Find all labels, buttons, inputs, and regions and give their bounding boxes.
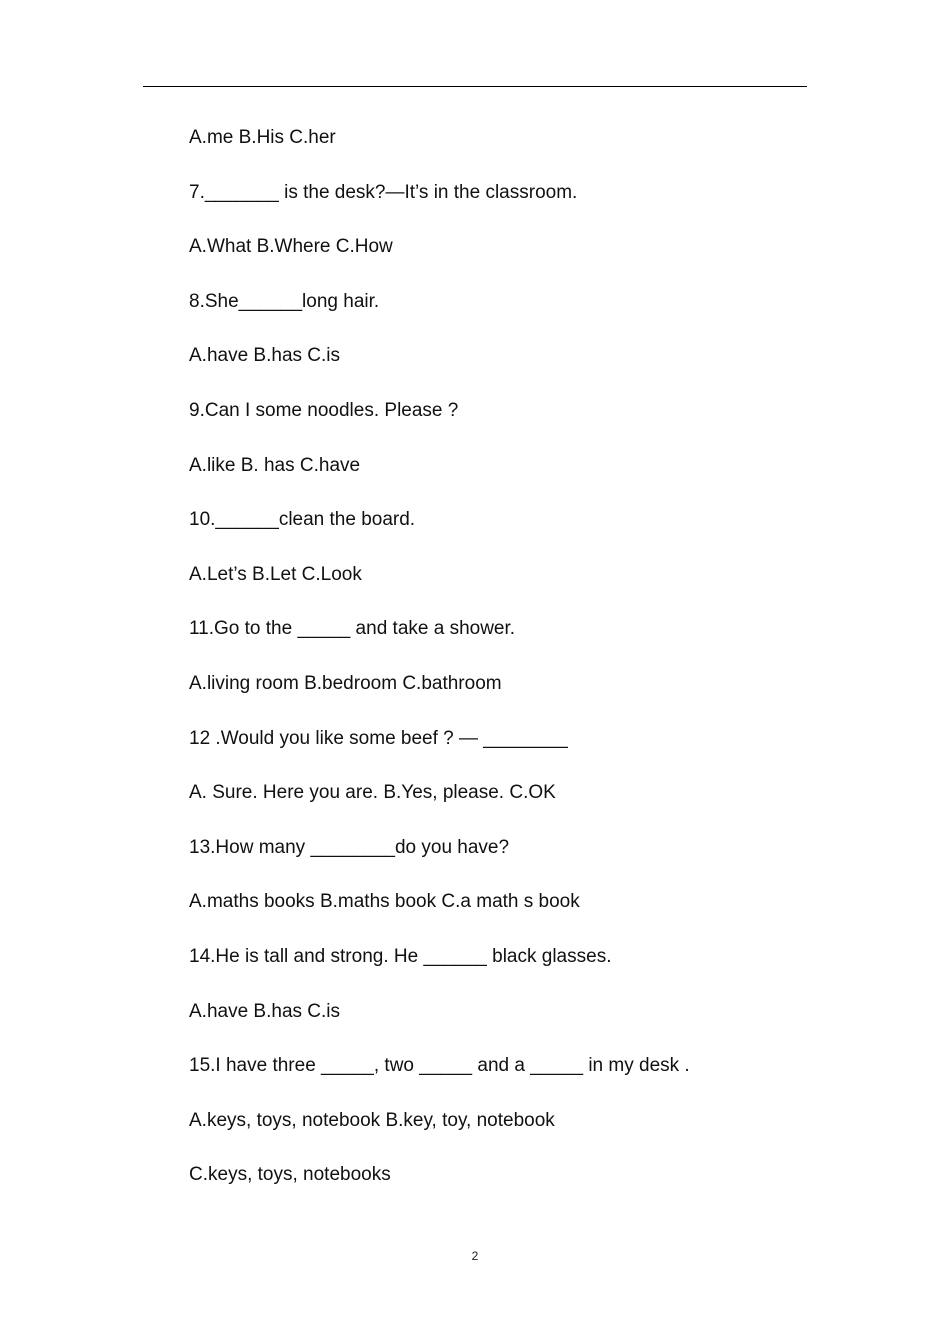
answer-options-q14: A.have B.has C.is [189, 1000, 341, 1022]
question-10: 10.______clean the board. [189, 509, 416, 531]
header-rule [143, 86, 807, 87]
answer-options-q6: A.me B.His C.her [189, 127, 336, 148]
answer-options-q10: A.Let’s B.Let C.Look [189, 563, 362, 585]
answer-options-q8: A.have B.has C.is [189, 345, 341, 367]
question-13: 13.How many ________do you have? [189, 836, 510, 858]
question-list [189, 124, 829, 1216]
answer-options-q9: A.like B. has C.have [189, 454, 361, 476]
question-8: 8.She______long hair. [189, 290, 380, 312]
question-7: 7._______ is the desk?—It’s in the classroom. [189, 181, 578, 203]
question-14: 14.He is tall and strong. He ______ black glasses. [189, 945, 612, 967]
page-number: 2 [471, 1249, 479, 1263]
question-11: 11.Go to the _____ and take a shower. [189, 618, 516, 640]
answer-options-q12: A. Sure. Here you are. B.Yes, please. C.OK [189, 782, 556, 804]
answer-options-q7: A.What B.Where C.How [189, 236, 393, 258]
answer-options-q15-c: C.keys, toys, notebooks [189, 1164, 391, 1186]
answer-options-q11: A.living room B.bedroom C.bathroom [189, 672, 502, 694]
question-12: 12 .Would you like some beef ? — ________ [189, 727, 568, 749]
question-15: 15.I have three _____, two _____ and a _____ in my desk . [189, 1055, 690, 1077]
answer-options-q15-a-b: A.keys, toys, notebook B.key, toy, notebook [189, 1109, 555, 1131]
question-9: 9.Can I some noodles. Please ? [189, 399, 459, 421]
answer-options-q13: A.maths books B.maths book C.a math s book [189, 891, 580, 913]
